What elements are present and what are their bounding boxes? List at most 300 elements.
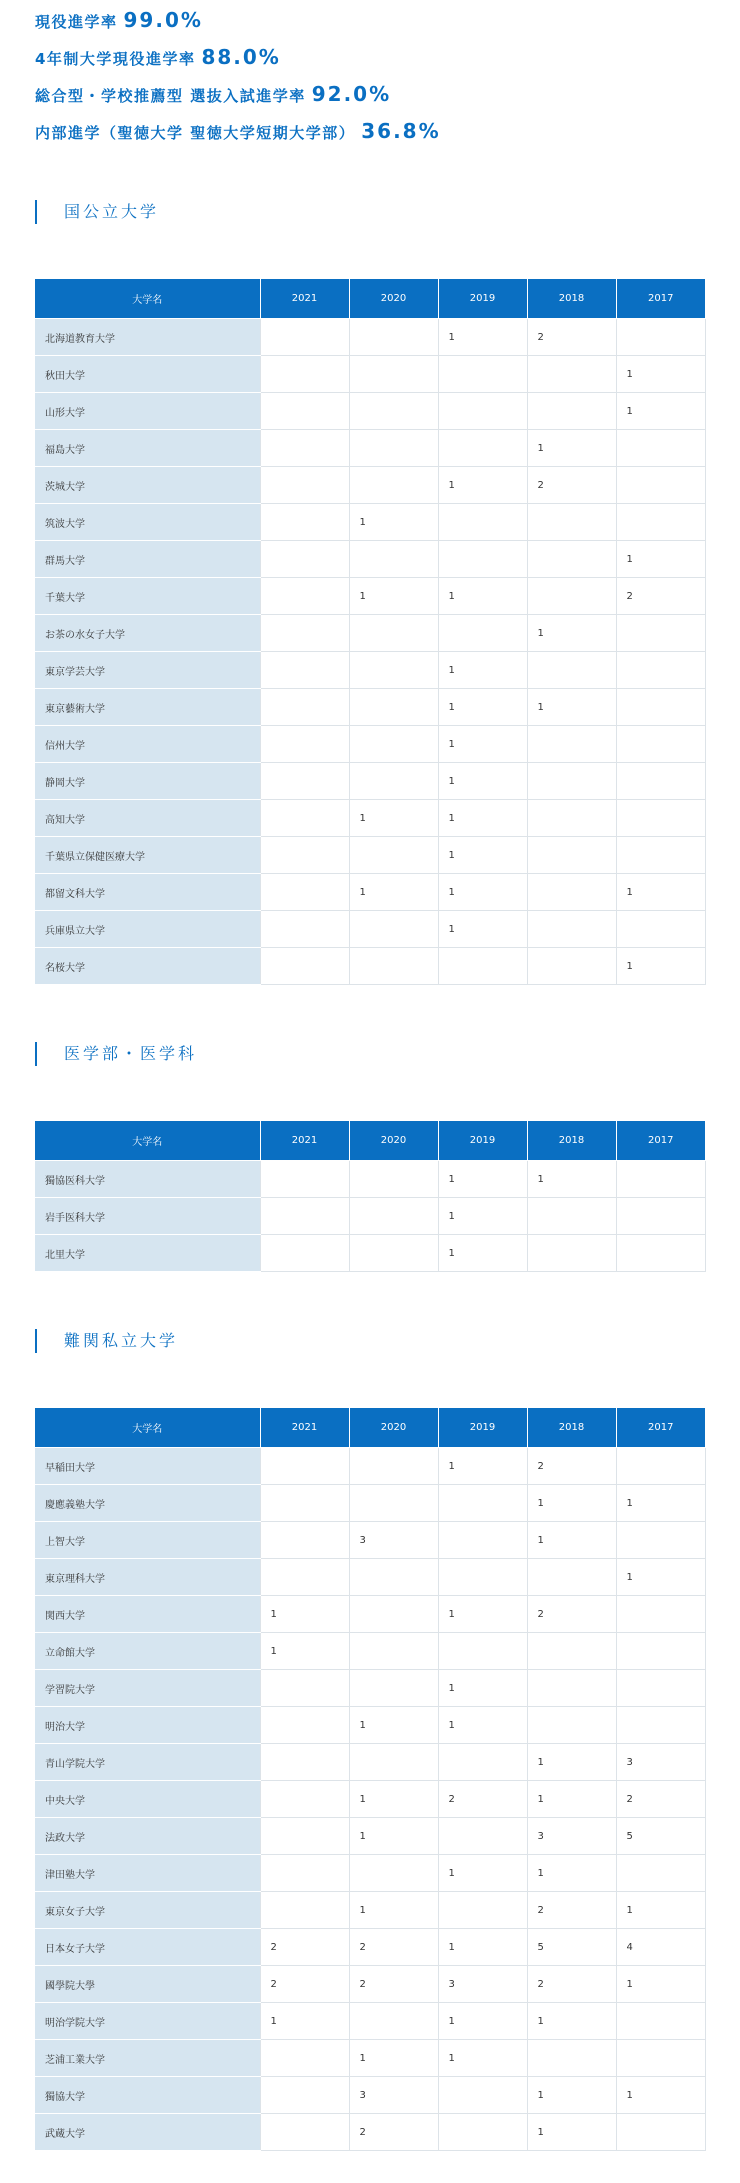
count-cell: 1 [527, 2003, 616, 2040]
table-header-row [35, 1121, 705, 1161]
count-cell: 1 [527, 2114, 616, 2151]
header-year: 2018 [527, 1408, 616, 1448]
count-cell [527, 541, 616, 578]
count-cell [438, 1522, 527, 1559]
count-cell: 1 [438, 911, 527, 948]
count-cell [260, 578, 349, 615]
count-cell: 1 [349, 578, 438, 615]
count-cell: 2 [260, 1966, 349, 2003]
header-year: 2020 [349, 1408, 438, 1448]
count-cell: 1 [438, 1855, 527, 1892]
count-cell: 1 [616, 874, 705, 911]
stat-value: 36.8% [361, 119, 441, 143]
table-row [35, 1929, 705, 1966]
count-cell [616, 837, 705, 874]
count-cell: 1 [616, 1559, 705, 1596]
count-cell [260, 689, 349, 726]
count-cell [260, 393, 349, 430]
count-cell: 1 [260, 1596, 349, 1633]
university-name: 青山学院大学 [35, 1744, 260, 1781]
count-cell [349, 763, 438, 800]
count-cell: 1 [527, 430, 616, 467]
count-cell [527, 1707, 616, 1744]
table-row [35, 1522, 705, 1559]
university-name: 茨城大学 [35, 467, 260, 504]
count-cell: 2 [260, 1929, 349, 1966]
table-row [35, 837, 705, 874]
count-cell: 1 [349, 1707, 438, 1744]
count-cell: 1 [438, 763, 527, 800]
header-year: 2019 [438, 1408, 527, 1448]
count-cell: 1 [438, 1235, 527, 1272]
university-name: 兵庫県立大学 [35, 911, 260, 948]
count-cell [260, 1235, 349, 1272]
count-cell [527, 800, 616, 837]
count-cell [260, 319, 349, 356]
count-cell [260, 948, 349, 985]
table-row [35, 1596, 705, 1633]
table-row [35, 1633, 705, 1670]
count-cell [616, 1670, 705, 1707]
stat-line [35, 8, 705, 32]
table-row [35, 911, 705, 948]
stat-value: 88.0% [201, 45, 281, 69]
count-cell [260, 467, 349, 504]
university-table [35, 279, 706, 985]
count-cell [438, 356, 527, 393]
count-cell [349, 430, 438, 467]
table-row [35, 541, 705, 578]
header-year: 2017 [616, 279, 705, 319]
count-cell: 1 [438, 1161, 527, 1198]
advancement-stats [35, 0, 705, 143]
university-name: 東京藝術大学 [35, 689, 260, 726]
header-year: 2017 [616, 1408, 705, 1448]
count-cell: 1 [349, 2040, 438, 2077]
table-row [35, 2077, 705, 2114]
count-cell [616, 1633, 705, 1670]
table-row [35, 1559, 705, 1596]
table-row [35, 689, 705, 726]
count-cell: 1 [527, 1781, 616, 1818]
university-name: 千葉大学 [35, 578, 260, 615]
count-cell: 1 [616, 1485, 705, 1522]
count-cell: 1 [349, 800, 438, 837]
count-cell: 1 [527, 1485, 616, 1522]
university-table [35, 1121, 706, 1272]
count-cell [616, 1707, 705, 1744]
university-name: 東京女子大学 [35, 1892, 260, 1929]
table-row [35, 504, 705, 541]
count-cell: 4 [616, 1929, 705, 1966]
count-cell [616, 467, 705, 504]
university-name: 静岡大学 [35, 763, 260, 800]
count-cell: 1 [438, 874, 527, 911]
count-cell: 1 [438, 467, 527, 504]
count-cell [349, 1448, 438, 1485]
count-cell [527, 837, 616, 874]
university-name: 慶應義塾大学 [35, 1485, 260, 1522]
count-cell [527, 1633, 616, 1670]
count-cell [438, 1559, 527, 1596]
university-name: 北里大学 [35, 1235, 260, 1272]
table-row [35, 1670, 705, 1707]
university-name: 明治大学 [35, 1707, 260, 1744]
count-cell: 1 [616, 541, 705, 578]
header-year: 2018 [527, 1121, 616, 1161]
count-cell: 1 [527, 1855, 616, 1892]
count-cell: 2 [527, 1448, 616, 1485]
table-row [35, 356, 705, 393]
count-cell [260, 1198, 349, 1235]
count-cell [349, 2003, 438, 2040]
university-name: 筑波大学 [35, 504, 260, 541]
count-cell: 1 [438, 2003, 527, 2040]
count-cell [260, 541, 349, 578]
count-cell [616, 319, 705, 356]
count-cell [349, 356, 438, 393]
university-name: 明治学院大学 [35, 2003, 260, 2040]
count-cell: 1 [616, 1966, 705, 2003]
count-cell [616, 1235, 705, 1272]
count-cell: 2 [349, 1966, 438, 2003]
count-cell [349, 467, 438, 504]
table-row [35, 1707, 705, 1744]
count-cell [616, 800, 705, 837]
table-header-row [35, 1408, 705, 1448]
count-cell [438, 393, 527, 430]
count-cell [616, 430, 705, 467]
count-cell: 1 [438, 1448, 527, 1485]
count-cell [260, 1485, 349, 1522]
count-cell [616, 1448, 705, 1485]
university-name: 早稲田大学 [35, 1448, 260, 1485]
count-cell [349, 1161, 438, 1198]
count-cell: 1 [438, 1198, 527, 1235]
stat-line [35, 45, 705, 69]
count-cell [260, 504, 349, 541]
count-cell: 1 [438, 1670, 527, 1707]
university-name: 福島大学 [35, 430, 260, 467]
table-row [35, 1855, 705, 1892]
count-cell [527, 1559, 616, 1596]
count-cell: 1 [616, 1892, 705, 1929]
stat-label: 内部進学（聖徳大学 聖徳大学短期大学部） [35, 124, 356, 142]
count-cell [260, 652, 349, 689]
university-name: 武蔵大学 [35, 2114, 260, 2151]
count-cell: 2 [527, 319, 616, 356]
count-cell: 1 [527, 615, 616, 652]
count-cell: 1 [438, 1707, 527, 1744]
table-row [35, 800, 705, 837]
count-cell [616, 763, 705, 800]
header-university-name: 大学名 [35, 279, 260, 319]
university-name: 東京学芸大学 [35, 652, 260, 689]
table-row [35, 652, 705, 689]
university-name: 立命館大学 [35, 1633, 260, 1670]
count-cell [616, 726, 705, 763]
university-name: 東京理科大学 [35, 1559, 260, 1596]
count-cell: 1 [349, 1892, 438, 1929]
header-year: 2019 [438, 1121, 527, 1161]
count-cell [260, 2040, 349, 2077]
university-name: 都留文科大学 [35, 874, 260, 911]
count-cell: 2 [349, 2114, 438, 2151]
count-cell: 1 [616, 356, 705, 393]
count-cell [349, 541, 438, 578]
count-cell [616, 615, 705, 652]
count-cell [527, 874, 616, 911]
table-row [35, 2003, 705, 2040]
count-cell [438, 2114, 527, 2151]
count-cell [616, 1198, 705, 1235]
count-cell [527, 652, 616, 689]
count-cell [260, 356, 349, 393]
count-cell [349, 319, 438, 356]
count-cell [438, 1892, 527, 1929]
university-name: 獨協大学 [35, 2077, 260, 2114]
count-cell: 3 [349, 1522, 438, 1559]
table-header-row [35, 279, 705, 319]
count-cell [349, 1596, 438, 1633]
count-cell [349, 1235, 438, 1272]
count-cell [349, 393, 438, 430]
count-cell [260, 1892, 349, 1929]
university-sections [35, 199, 705, 2151]
table-row [35, 430, 705, 467]
table-row [35, 2040, 705, 2077]
count-cell: 1 [349, 1818, 438, 1855]
count-cell [260, 1559, 349, 1596]
stat-label: 4年制大学現役進学率 [35, 50, 196, 68]
university-table [35, 1408, 706, 2151]
count-cell: 1 [260, 2003, 349, 2040]
count-cell [349, 615, 438, 652]
count-cell: 1 [438, 689, 527, 726]
university-name: 岩手医科大学 [35, 1198, 260, 1235]
count-cell [260, 430, 349, 467]
count-cell [438, 615, 527, 652]
count-cell [438, 504, 527, 541]
stat-value: 99.0% [123, 8, 203, 32]
header-year: 2020 [349, 1121, 438, 1161]
university-name: 千葉県立保健医療大学 [35, 837, 260, 874]
table-row [35, 615, 705, 652]
count-cell [349, 1198, 438, 1235]
count-cell [527, 504, 616, 541]
count-cell [260, 2114, 349, 2151]
table-row [35, 763, 705, 800]
count-cell: 1 [349, 1781, 438, 1818]
count-cell [438, 1818, 527, 1855]
header-year: 2021 [260, 1408, 349, 1448]
university-name: 中央大学 [35, 1781, 260, 1818]
count-cell [349, 1559, 438, 1596]
university-name: 山形大学 [35, 393, 260, 430]
university-name: 北海道教育大学 [35, 319, 260, 356]
table-row [35, 1781, 705, 1818]
count-cell: 1 [527, 1744, 616, 1781]
count-cell [527, 1670, 616, 1707]
count-cell [260, 1161, 349, 1198]
header-year: 2017 [616, 1121, 705, 1161]
count-cell [527, 2040, 616, 2077]
count-cell: 1 [349, 874, 438, 911]
count-cell [438, 1633, 527, 1670]
count-cell: 3 [616, 1744, 705, 1781]
table-row [35, 319, 705, 356]
count-cell: 1 [438, 837, 527, 874]
count-cell: 1 [527, 2077, 616, 2114]
count-cell: 1 [260, 1633, 349, 1670]
count-cell [260, 763, 349, 800]
count-cell: 1 [438, 726, 527, 763]
university-name: 芝浦工業大学 [35, 2040, 260, 2077]
count-cell: 3 [527, 1818, 616, 1855]
count-cell [260, 874, 349, 911]
count-cell: 1 [527, 1522, 616, 1559]
header-year: 2021 [260, 279, 349, 319]
section-title: 難関私立大学 [35, 1328, 705, 1354]
university-name: 上智大学 [35, 1522, 260, 1559]
count-cell [260, 1781, 349, 1818]
count-cell [527, 948, 616, 985]
header-university-name: 大学名 [35, 1121, 260, 1161]
count-cell: 5 [527, 1929, 616, 1966]
header-year: 2021 [260, 1121, 349, 1161]
count-cell [260, 1522, 349, 1559]
stat-label: 現役進学率 [35, 13, 118, 31]
count-cell: 2 [616, 1781, 705, 1818]
university-name: 津田塾大学 [35, 1855, 260, 1892]
table-row [35, 1818, 705, 1855]
count-cell [260, 1744, 349, 1781]
table-row [35, 1892, 705, 1929]
count-cell [527, 578, 616, 615]
header-year: 2019 [438, 279, 527, 319]
count-cell: 2 [527, 1966, 616, 2003]
count-cell [438, 541, 527, 578]
count-cell [260, 615, 349, 652]
count-cell [349, 1633, 438, 1670]
table-row [35, 1235, 705, 1272]
table-row [35, 578, 705, 615]
count-cell [438, 948, 527, 985]
count-cell: 1 [438, 1929, 527, 1966]
count-cell [349, 726, 438, 763]
count-cell: 2 [527, 1892, 616, 1929]
header-year: 2020 [349, 279, 438, 319]
count-cell [349, 689, 438, 726]
count-cell: 1 [527, 689, 616, 726]
count-cell [527, 1198, 616, 1235]
count-cell [260, 1855, 349, 1892]
table-row [35, 948, 705, 985]
count-cell: 1 [438, 1596, 527, 1633]
table-row [35, 1198, 705, 1235]
count-cell [616, 911, 705, 948]
count-cell: 2 [616, 578, 705, 615]
stat-value: 92.0% [311, 82, 392, 106]
count-cell [527, 763, 616, 800]
count-cell [260, 1818, 349, 1855]
count-cell [616, 2114, 705, 2151]
table-row [35, 1744, 705, 1781]
section-title: 国公立大学 [35, 199, 705, 225]
count-cell [260, 837, 349, 874]
count-cell [527, 356, 616, 393]
count-cell [616, 504, 705, 541]
table-row [35, 1485, 705, 1522]
count-cell [349, 1670, 438, 1707]
count-cell: 1 [616, 2077, 705, 2114]
count-cell [438, 1485, 527, 1522]
header-university-name: 大学名 [35, 1408, 260, 1448]
count-cell: 1 [616, 948, 705, 985]
count-cell [260, 1707, 349, 1744]
table-row [35, 393, 705, 430]
table-row [35, 874, 705, 911]
count-cell [527, 911, 616, 948]
count-cell [260, 726, 349, 763]
count-cell [616, 1161, 705, 1198]
university-name: 高知大学 [35, 800, 260, 837]
count-cell [260, 1448, 349, 1485]
count-cell: 2 [527, 1596, 616, 1633]
university-name: 獨協医科大学 [35, 1161, 260, 1198]
count-cell [616, 652, 705, 689]
university-name: 法政大学 [35, 1818, 260, 1855]
count-cell: 2 [438, 1781, 527, 1818]
count-cell: 2 [527, 467, 616, 504]
count-cell [260, 2077, 349, 2114]
count-cell [349, 837, 438, 874]
count-cell: 1 [438, 800, 527, 837]
count-cell [616, 2003, 705, 2040]
count-cell: 1 [438, 2040, 527, 2077]
count-cell: 5 [616, 1818, 705, 1855]
university-name: 関西大学 [35, 1596, 260, 1633]
count-cell [349, 1855, 438, 1892]
count-cell [260, 911, 349, 948]
university-name: 國學院大學 [35, 1966, 260, 2003]
stat-line [35, 119, 705, 143]
university-name: 秋田大学 [35, 356, 260, 393]
table-row [35, 1161, 705, 1198]
table-row [35, 2114, 705, 2151]
count-cell: 1 [438, 652, 527, 689]
count-cell [616, 1522, 705, 1559]
table-row [35, 1448, 705, 1485]
count-cell: 1 [616, 393, 705, 430]
count-cell [438, 430, 527, 467]
count-cell [349, 948, 438, 985]
count-cell [260, 800, 349, 837]
table-row [35, 726, 705, 763]
count-cell [616, 1596, 705, 1633]
university-name: お茶の水女子大学 [35, 615, 260, 652]
table-row [35, 1966, 705, 2003]
university-name: 名桜大学 [35, 948, 260, 985]
count-cell: 2 [349, 1929, 438, 1966]
count-cell [616, 2040, 705, 2077]
count-cell [438, 2077, 527, 2114]
count-cell [349, 1744, 438, 1781]
university-name: 日本女子大学 [35, 1929, 260, 1966]
count-cell: 1 [438, 319, 527, 356]
count-cell [349, 652, 438, 689]
section-title: 医学部・医学科 [35, 1041, 705, 1067]
